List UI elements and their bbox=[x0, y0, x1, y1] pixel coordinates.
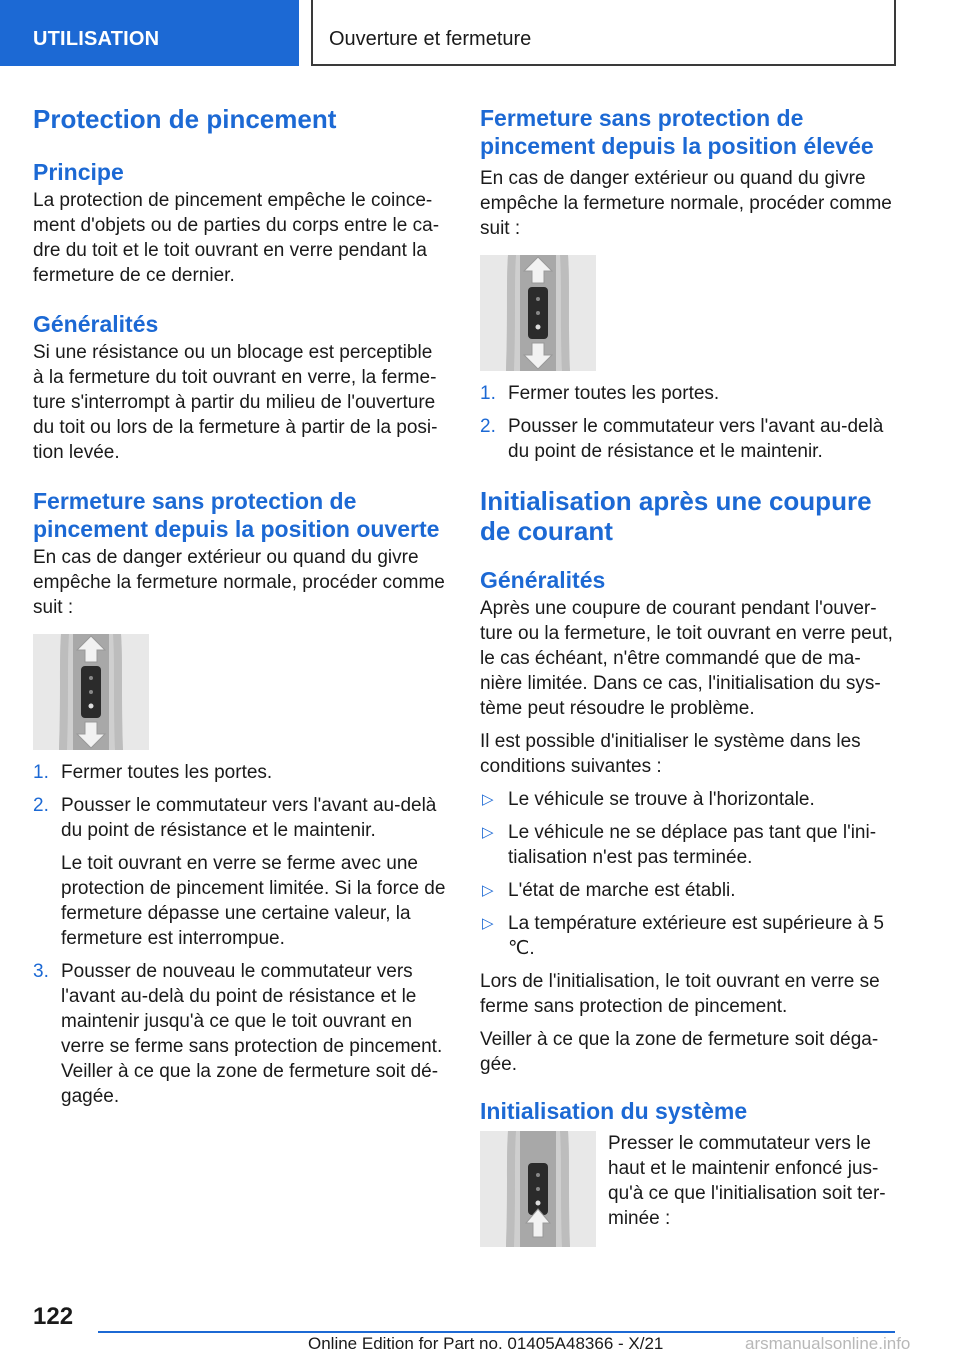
system-text: Presser le commutateur vers le haut et le maintenir enfoncé jus-qu'à ce que l'initialisation soit ter-minée : bbox=[608, 1133, 886, 1229]
list-item: 2. Pousser le commutateur vers l'avant au-delà du point de résistance et le maintenir. bbox=[33, 795, 437, 841]
list-item: 1. Fermer toutes les portes. bbox=[33, 762, 273, 783]
page-number: 122 bbox=[33, 1303, 74, 1330]
triangle-bullet-icon: ▷ bbox=[482, 915, 494, 932]
triangle-bullet-icon: ▷ bbox=[482, 882, 494, 899]
triangle-bullet-icon: ▷ bbox=[482, 824, 494, 841]
right-column bbox=[480, 100, 895, 1247]
steps-right bbox=[480, 381, 895, 464]
init-text-1: Lors de l'initialisation, le toit ouvrant en verre se ferme sans protection de pincement. bbox=[480, 971, 880, 1017]
heading-generalites: Généralités bbox=[33, 311, 159, 337]
heading-initialisation-systeme: Initialisation du système bbox=[480, 1098, 748, 1124]
heading-fermeture-ouverte: Fermeture sans protection de pincement depuis la position ouverte bbox=[33, 488, 440, 542]
generalites-text: Si une résistance ou un blocage est perceptible à la fermeture du toit ouvrant en verre, la ferme-ture s'interrompt à partir du milieu de l'ouverture du toit ou lors de la fermeture à partir de la posi-tion levée. bbox=[33, 342, 438, 463]
switch-illustration-init bbox=[480, 1131, 596, 1247]
fermeture-ouverte-text: En cas de danger extérieur ou quand du givre empêche la fermeture normale, procéder comme suit : bbox=[33, 547, 445, 618]
heading-principe: Principe bbox=[33, 159, 124, 185]
chapter-title: Ouverture et fermeture bbox=[311, 0, 896, 66]
step-note: Le toit ouvrant en verre se ferme avec une protection de pincement limitée. Si la force de fermeture dépasse une certaine valeur, la fermeture est interrompue. bbox=[61, 853, 446, 949]
heading-initialisation-coupure: Initialisation après une coupure de courant bbox=[480, 486, 872, 546]
list-item: 2. Pousser le commutateur vers l'avant au-delà du point de résistance et le maintenir. bbox=[480, 416, 884, 462]
left-column bbox=[33, 100, 448, 1109]
list-item: ▷ La température extérieure est supérieure à 5 ℃. bbox=[482, 913, 884, 959]
list-item: 3. Pousser de nouveau le commutateur vers l'avant au-delà du point de résistance et le maintenir jusqu'à ce que le toit ouvrant en verre se ferme sans protection de pincement. Veiller à ce que la zone de fermeture soit dé-gagée. bbox=[33, 961, 443, 1107]
footer-divider bbox=[98, 1331, 895, 1333]
list-item: 1. Fermer toutes les portes. bbox=[480, 383, 720, 404]
section-tab: UTILISATION bbox=[0, 0, 299, 66]
list-item: ▷ L'état de marche est établi. bbox=[482, 880, 736, 901]
switch-illustration-raised bbox=[480, 255, 596, 371]
heading-protection-pincement: Protection de pincement bbox=[33, 104, 337, 134]
fermeture-elevee-text: En cas de danger extérieur ou quand du givre empêche la fermeture normale, procéder comme suit : bbox=[480, 168, 892, 239]
watermark: arsmanualsonline.info bbox=[745, 1334, 911, 1353]
init-text-2: Veiller à ce que la zone de fermeture soit déga-gée. bbox=[480, 1029, 879, 1075]
generalites-right-text: Après une coupure de courant pendant l'ouver-ture ou la fermeture, le toit ouvrant en verre peut, le cas échéant, n'être commandé que de ma-nière limitée. Dans ce cas, l'initialisation du sys-tème peut résoudre le problème. bbox=[480, 598, 893, 719]
switch-illustration-open bbox=[33, 634, 149, 750]
list-item: ▷ Le véhicule ne se déplace pas tant que l'ini-tialisation n'est pas terminée. bbox=[482, 822, 877, 868]
edition-info: Online Edition for Part no. 01405A48366 - X/21 bbox=[308, 1334, 664, 1353]
principe-text: La protection de pincement empêche le coince-ment d'objets ou de parties du corps entre le ca-dre du toit et le toit ouvrant en verre pendant la fermeture de ce dernier. bbox=[33, 190, 440, 286]
triangle-bullet-icon: ▷ bbox=[482, 791, 494, 808]
heading-generalites-right: Généralités bbox=[480, 567, 606, 593]
list-item: ▷ Le véhicule se trouve à l'horizontale. bbox=[482, 789, 815, 810]
conditions-intro: Il est possible d'initialiser le système dans les conditions suivantes : bbox=[480, 731, 861, 777]
heading-fermeture-elevee: Fermeture sans protection de pincement depuis la position élevée bbox=[480, 105, 874, 159]
steps-left bbox=[33, 760, 448, 1109]
conditions-list bbox=[480, 787, 895, 961]
